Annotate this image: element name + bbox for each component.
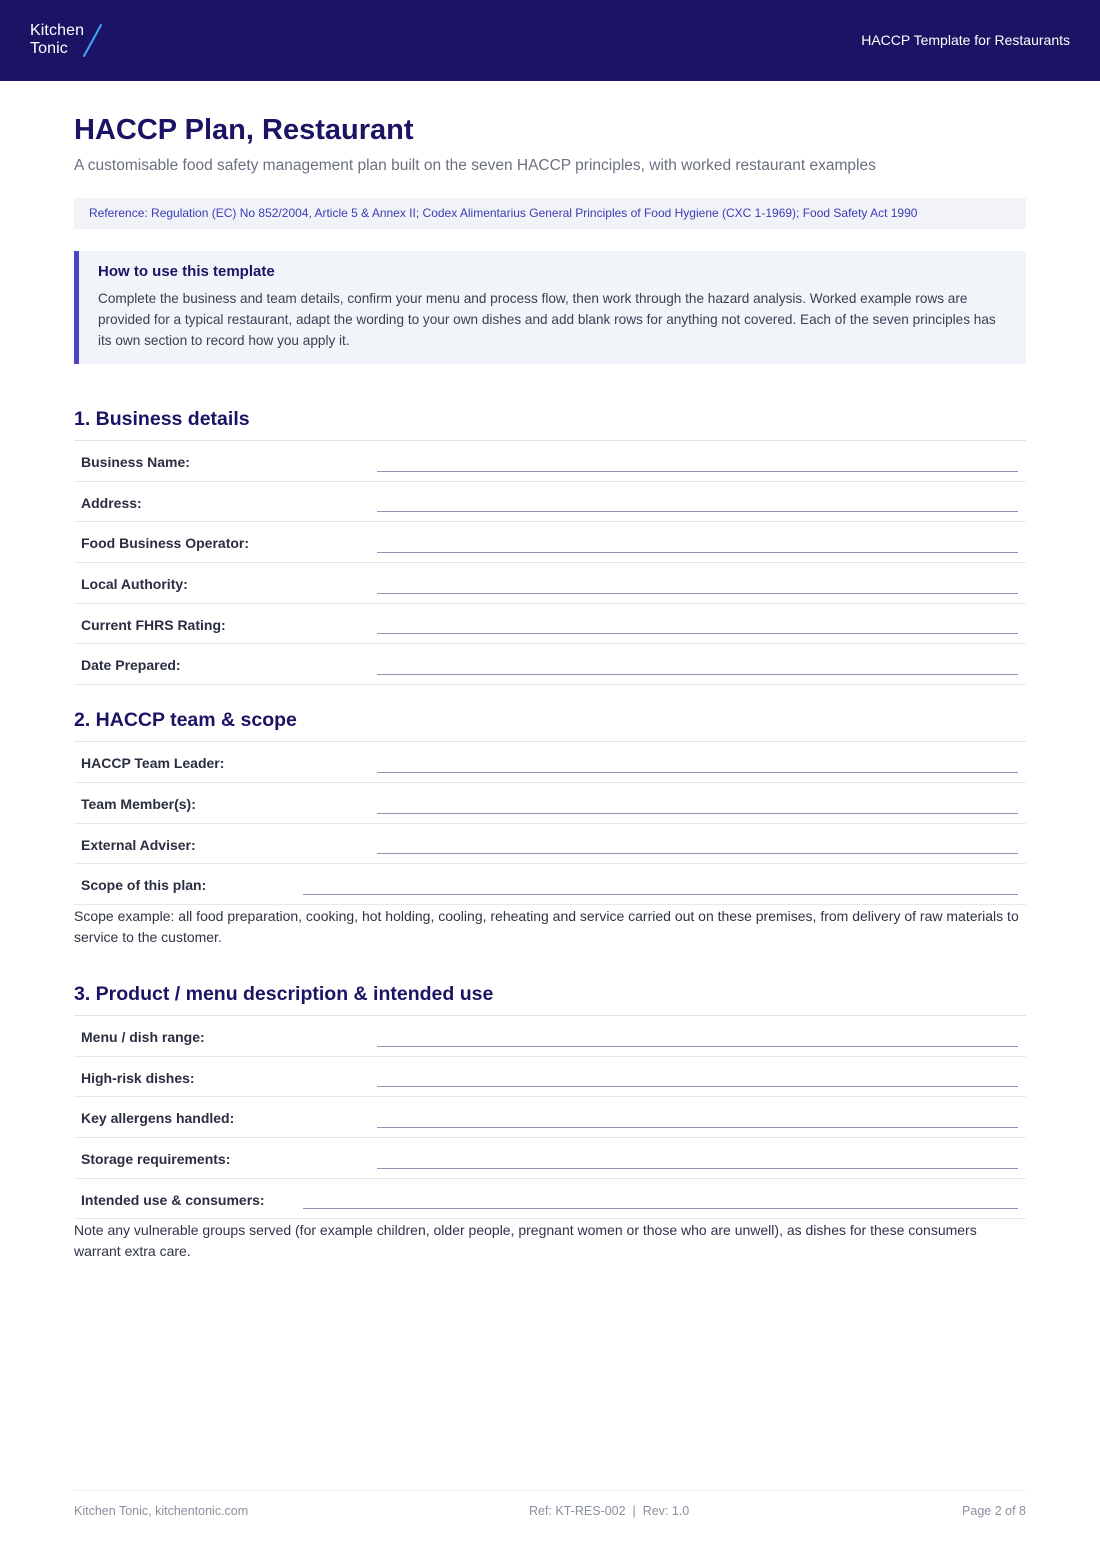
section-title: 3. Product / menu description & intended use bbox=[74, 981, 1026, 1016]
field-row-address bbox=[74, 482, 1026, 523]
field-label: Business Name: bbox=[81, 454, 190, 470]
section-haccp-team bbox=[74, 707, 1026, 948]
field-row-food-business-operator bbox=[74, 522, 1026, 563]
logo-slash-icon bbox=[81, 24, 103, 58]
section-business-details bbox=[74, 406, 1026, 685]
allergens-field[interactable] bbox=[377, 1127, 1018, 1128]
field-label: Team Member(s): bbox=[81, 795, 196, 812]
field-row-menu-range bbox=[74, 1016, 1026, 1057]
page-subtitle: A customisable food safety management plan built on the seven HACCP principles, with worked restaurant examples bbox=[74, 157, 876, 174]
menu-range-field[interactable] bbox=[377, 1046, 1018, 1047]
footer-page-number: Page 2 of 8 bbox=[962, 1504, 1026, 1518]
field-row-fhrs-rating bbox=[74, 604, 1026, 645]
field-row-business-name bbox=[74, 441, 1026, 482]
field-label: Date Prepared: bbox=[81, 657, 181, 674]
field-row-scope bbox=[74, 864, 1026, 905]
section-title: 1. Business details bbox=[74, 406, 1026, 441]
section-product-description bbox=[74, 981, 1026, 1262]
logo-line-2: Tonic bbox=[30, 40, 68, 57]
callout-text: Complete the business and team details, confirm your menu and process flow, then work through the hazard analysis. Worked example rows are provided for a typical restaurant, adapt the wording to your own dishes and add blank rows for anything not covered. Each of the seven principles has its own section to record how you apply it. bbox=[98, 291, 996, 348]
reference-banner: Reference: Regulation (EC) No 852/2004, Article 5 & Annex II; Codex Alimentarius General Principles of Food Hygiene (CXC 1-1969); Food Safety Act 1990 bbox=[74, 198, 1026, 229]
field-row-team-leader bbox=[74, 742, 1026, 783]
field-label: HACCP Team Leader: bbox=[81, 755, 225, 772]
field-label: Key allergens handled: bbox=[81, 1110, 235, 1127]
footer-reference: Ref: KT-RES-002 | Rev: 1.0 bbox=[529, 1504, 690, 1518]
field-row-date-prepared bbox=[74, 644, 1026, 685]
callout-title: How to use this template bbox=[98, 263, 275, 280]
field-label: Current FHRS Rating: bbox=[81, 616, 226, 633]
consumers-note: Note any vulnerable groups served (for example children, older people, pregnant women or those who are unwell), as dishes for these consumers warrant extra care. bbox=[74, 1222, 977, 1260]
section-title: 2. HACCP team & scope bbox=[74, 707, 1026, 742]
team-leader-field[interactable] bbox=[377, 772, 1018, 773]
logo-line-1: Kitchen bbox=[30, 22, 85, 39]
field-label: Scope of this plan: bbox=[81, 877, 207, 894]
team-members-field[interactable] bbox=[377, 813, 1018, 814]
field-label: Local Authority: bbox=[81, 576, 188, 593]
how-to-callout bbox=[74, 251, 1026, 364]
fhrs-rating-field[interactable] bbox=[377, 633, 1018, 634]
field-label: Storage requirements: bbox=[81, 1150, 231, 1167]
intended-use-field[interactable] bbox=[303, 1208, 1018, 1209]
document-body bbox=[74, 110, 1026, 1262]
food-business-operator-field[interactable] bbox=[377, 552, 1018, 553]
field-row-allergens bbox=[74, 1097, 1026, 1138]
field-row-intended-use bbox=[74, 1179, 1026, 1220]
logo bbox=[30, 22, 84, 58]
field-row-team-members bbox=[74, 783, 1026, 824]
page-title: HACCP Plan, Restaurant bbox=[74, 114, 414, 146]
page-footer bbox=[74, 1490, 1026, 1530]
field-row-external-adviser bbox=[74, 824, 1026, 865]
scope-field[interactable] bbox=[303, 894, 1018, 895]
field-label: Intended use & consumers: bbox=[81, 1191, 265, 1208]
external-adviser-field[interactable] bbox=[377, 853, 1018, 854]
field-row-high-risk-dishes bbox=[74, 1057, 1026, 1098]
field-label: Food Business Operator: bbox=[81, 535, 250, 552]
high-risk-dishes-field[interactable] bbox=[377, 1086, 1018, 1087]
storage-field[interactable] bbox=[377, 1168, 1018, 1169]
field-label: External Adviser: bbox=[81, 836, 196, 853]
header-bar bbox=[0, 0, 1100, 81]
field-label: Address: bbox=[81, 494, 142, 511]
business-name-field[interactable] bbox=[377, 471, 1018, 472]
footer-company: Kitchen Tonic, kitchentonic.com bbox=[74, 1504, 249, 1518]
field-row-local-authority bbox=[74, 563, 1026, 604]
header-title: HACCP Template for Restaurants bbox=[861, 32, 1070, 48]
date-prepared-field[interactable] bbox=[377, 674, 1018, 675]
local-authority-field[interactable] bbox=[377, 593, 1018, 594]
field-label: High-risk dishes: bbox=[81, 1069, 195, 1086]
field-label: Menu / dish range: bbox=[81, 1028, 205, 1045]
address-field[interactable] bbox=[377, 511, 1018, 512]
field-row-storage bbox=[74, 1138, 1026, 1179]
scope-note: Scope example: all food preparation, cooking, hot holding, cooling, reheating and service carried out on these premises, from delivery of raw materials to service to the customer. bbox=[74, 907, 1019, 945]
